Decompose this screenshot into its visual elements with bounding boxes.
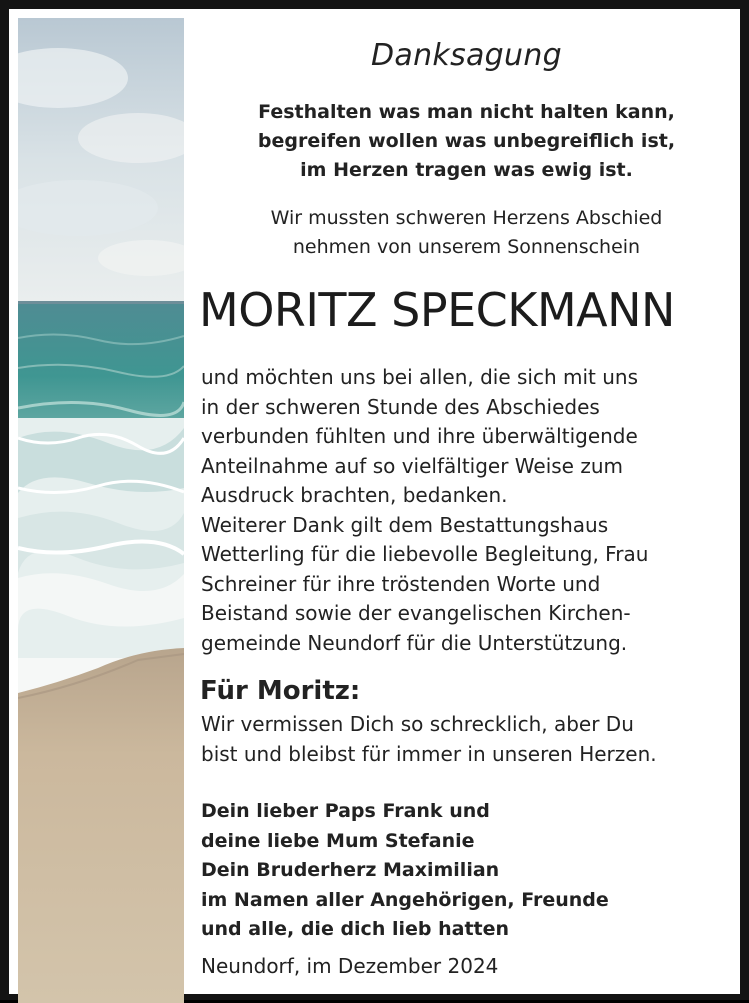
verse-line: Festhalten was man nicht halten kann,: [258, 101, 675, 123]
intro-line: Wir mussten schweren Herzens Abschied: [270, 207, 663, 229]
signer-line: deine liebe Mum Stefanie: [201, 829, 475, 852]
signers-list: [201, 797, 609, 945]
thanks-line: Ausdruck brachten, bedanken.: [201, 483, 508, 507]
thanks-line: Schreiner für ihre tröstenden Worte und: [201, 571, 601, 596]
deceased-name: MORITZ SPECKMANN: [199, 283, 675, 337]
verse-line: begreifen wollen was unbegreiflich ist,: [257, 130, 676, 152]
dedication-line: Wir vermissen Dich so schrecklich, aber Du: [201, 712, 634, 736]
memorial-verse: [184, 98, 749, 185]
thanks-line: Anteilnahme auf so vielfältiger Weise zum: [201, 453, 624, 478]
beach-waves-photo: [18, 18, 184, 1003]
intro-line: nehmen von unserem Sonnenschein: [292, 236, 641, 258]
place-and-date: Neundorf, im Dezember 2024: [201, 954, 499, 978]
verse-line: im Herzen tragen was ewig ist.: [300, 159, 633, 181]
thanks-line: gemeinde Neundorf für die Unterstützung.: [201, 630, 628, 655]
dedication-line: bist und bleibst für immer in unseren Herzen.: [201, 741, 657, 766]
thanks-paragraph: [201, 363, 648, 658]
farewell-intro: [184, 204, 749, 262]
signer-line: Dein Bruderherz Maximilian: [201, 859, 500, 881]
notice-text-column: [184, 18, 749, 1003]
thanks-line: in der schweren Stunde des Abschiedes: [201, 394, 600, 419]
thanks-line: Beistand sowie der evangelischen Kirchen-: [201, 601, 631, 625]
signer-line: und alle, die dich lieb hatten: [201, 918, 510, 940]
dedication-heading: Für Moritz:: [200, 676, 361, 706]
thanks-line: verbunden fühlten und ihre überwältigende: [201, 424, 638, 448]
dedication-text: [201, 710, 657, 769]
thanks-line: Wetterling für die liebevolle Begleitung, Frau: [201, 542, 649, 566]
thanks-line: und möchten uns bei allen, die sich mit uns: [201, 365, 639, 389]
thanks-line: Weiterer Dank gilt dem Bestattungshaus: [201, 512, 609, 537]
signer-line: im Namen aller Angehörigen, Freunde: [201, 888, 609, 911]
signer-line: Dein lieber Paps Frank und: [201, 800, 490, 822]
notice-title: Danksagung: [371, 38, 562, 73]
